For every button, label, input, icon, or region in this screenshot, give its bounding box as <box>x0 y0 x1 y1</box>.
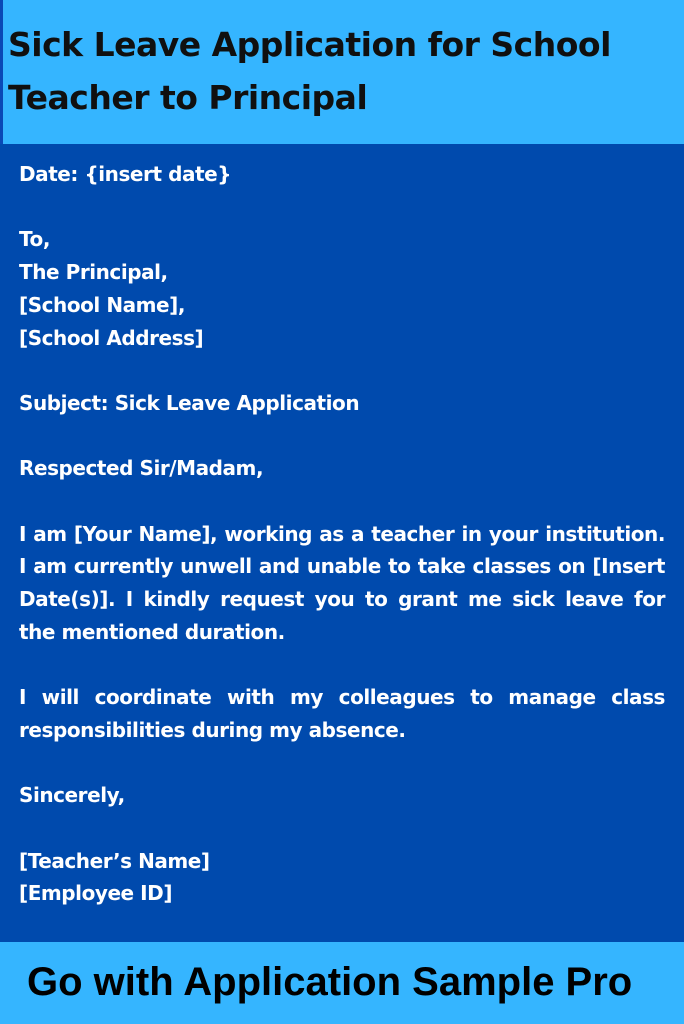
body-paragraph: I am [Your Name], working as a teacher in your institution. I am currently unwell and unable to take classes on [Insert Date(s)]. I kindly request you to grant me sick leave for the mentioned duration. <box>19 521 665 644</box>
letter-body <box>19 158 665 910</box>
body-paragraph: I will coordinate with my colleagues to manage class responsibilities during my absence. <box>19 685 665 742</box>
blank-line <box>19 812 665 845</box>
blank-line <box>19 648 665 681</box>
footer-brand-text: Go with Application Sample Pro <box>27 960 633 1004</box>
blank-line <box>19 354 665 387</box>
blank-line <box>19 191 665 224</box>
blank-line <box>19 747 665 780</box>
blank-line <box>19 420 665 453</box>
recipient-line: The Principal, <box>19 260 168 285</box>
page-title: Sick Leave Application for School Teacher to Principal <box>8 25 611 117</box>
school-name-line: [School Name], <box>19 292 186 317</box>
header-left-edge <box>0 0 3 144</box>
blank-line <box>19 485 665 518</box>
subject-line: Subject: Sick Leave Application <box>19 390 360 415</box>
address-to-line: To, <box>19 227 50 252</box>
teacher-name-line: [Teacher’s Name] <box>19 848 210 873</box>
employee-id-line: [Employee ID] <box>19 881 173 906</box>
closing-line: Sincerely, <box>19 783 125 808</box>
salutation-line: Respected Sir/Madam, <box>19 456 264 481</box>
date-line: Date: {insert date} <box>19 162 231 186</box>
school-address-line: [School Address] <box>19 325 204 350</box>
